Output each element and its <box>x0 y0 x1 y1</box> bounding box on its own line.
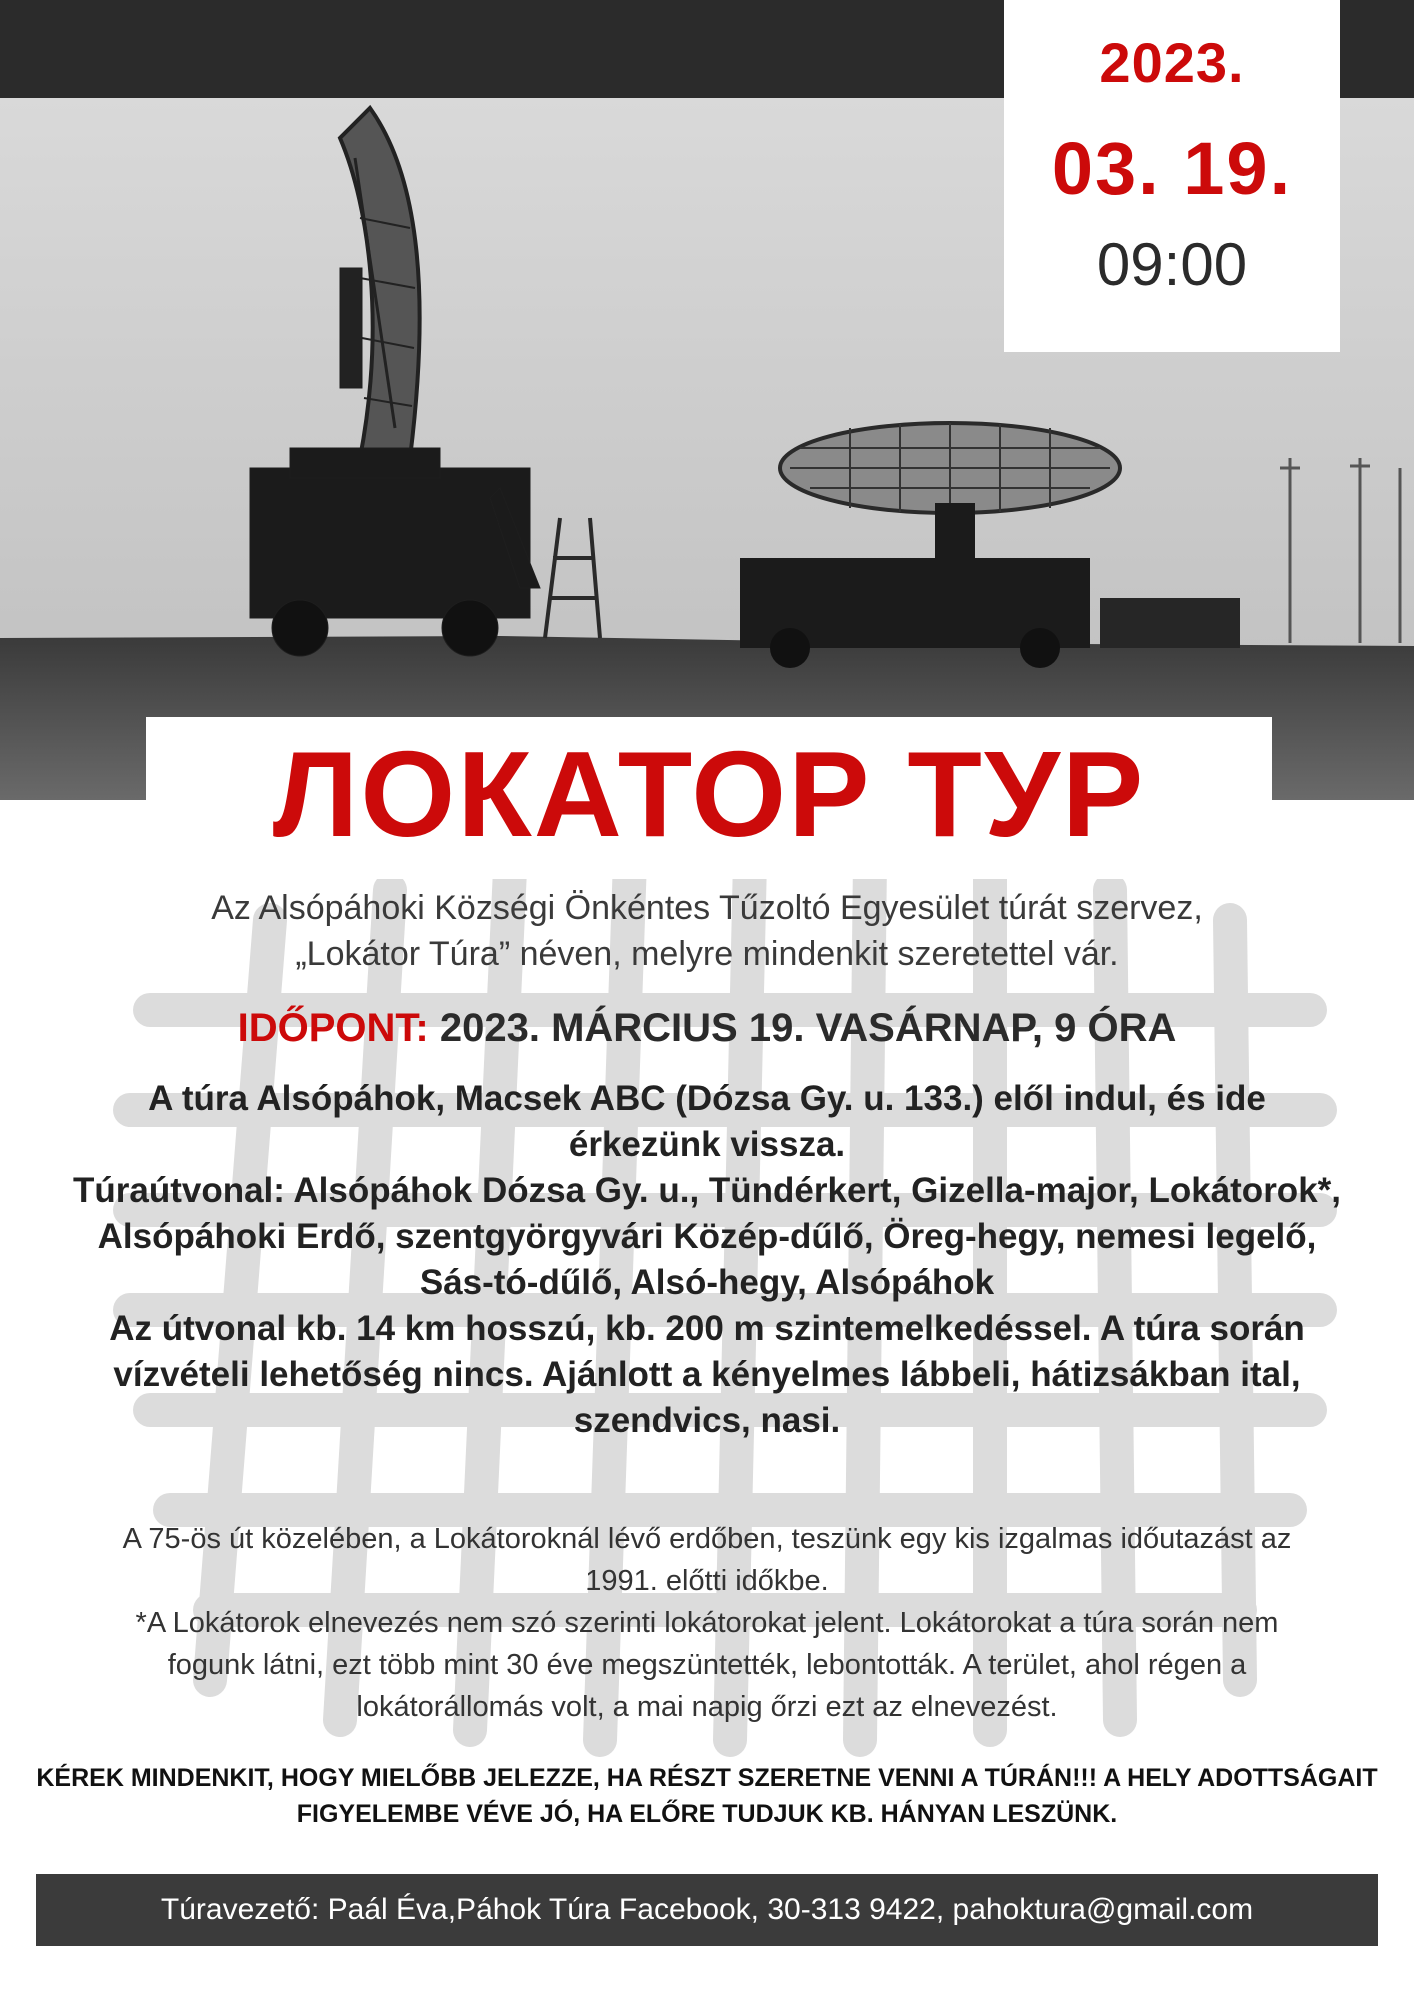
page-title: ЛОКАТОР ТУР <box>272 726 1146 862</box>
date-year: 2023. <box>1099 31 1245 94</box>
intro-line-1: Az Alsópáhoki Községi Önkéntes Tűzoltó Egyesület túrát szervez, <box>211 889 1203 927</box>
length-text: Az útvonal kb. 14 km hosszú, kb. 200 m szintemelkedéssel. A túra során vízvételi lehetőség nincs. Ajánlott a kényelmes lábbeli, hátizsákban ital, szendvics, nasi. <box>109 1309 1305 1440</box>
start-time: 09:00 <box>1096 231 1248 298</box>
route-text: Túraútvonal: Alsópáhok Dózsa Gy. u., Tündérkert, Gizella-major, Lokátorok*, Alsópáhoki Erdő, szentgyörgyvári Közép-dűlő, Öreg-hegy, nemesi legelő, Sás-tó-dűlő, Alsó-hegy, Alsópáhok <box>72 1171 1341 1302</box>
idopont-value: 2023. MÁRCIUS 19. VASÁRNAP, 9 ÓRA <box>439 1006 1177 1050</box>
time-travel-text: A 75-ös út közelében, a Lokátoroknál lévő erdőben, teszünk egy kis izgalmas időutazást az 1991. előtti időkbe. <box>122 1523 1292 1597</box>
footnote-text: *A Lokátorok elnevezés nem szó szerinti lokátorokat jelent. Lokátorokat a túra során nem fogunk látni, ezt több mint 30 éve megszüntették, lebontották. A terület, ahol régen a lokátorállomás volt, a mai napig őrzi ezt az elnevezést. <box>135 1607 1279 1723</box>
intro-text <box>40 885 1374 977</box>
idopont-label: IDŐPONT: <box>237 1006 429 1050</box>
tour-details <box>70 1076 1344 1444</box>
registration-notice: KÉREK MINDENKIT, HOGY MIELŐBB JELEZZE, HA RÉSZT SZERETNE VENNI A TÚRÁN!!! A HELY ADOTTSÁGAIT FIGYELEMBE VÉVE JÓ, HA ELŐRE TUDJUK KB. HÁNYAN LESZÜNK. <box>36 1764 1378 1828</box>
start-location-text: A túra Alsópáhok, Macsek ABC (Dózsa Gy. u. 133.) elől indul, és ide érkezünk vissza. <box>148 1079 1266 1164</box>
date-day: 03. 19. <box>1051 127 1293 210</box>
tour-notes <box>90 1518 1324 1728</box>
contact-footer: Túravezető: Paál Éva,Páhok Túra Facebook, 30-313 9422, pahoktura@gmail.com <box>36 1874 1378 1946</box>
idopont-line <box>40 1003 1374 1053</box>
date-box <box>1004 0 1340 352</box>
intro-line-2: „Lokátor Túra” néven, melyre mindenkit szeretettel vár. <box>295 935 1119 973</box>
